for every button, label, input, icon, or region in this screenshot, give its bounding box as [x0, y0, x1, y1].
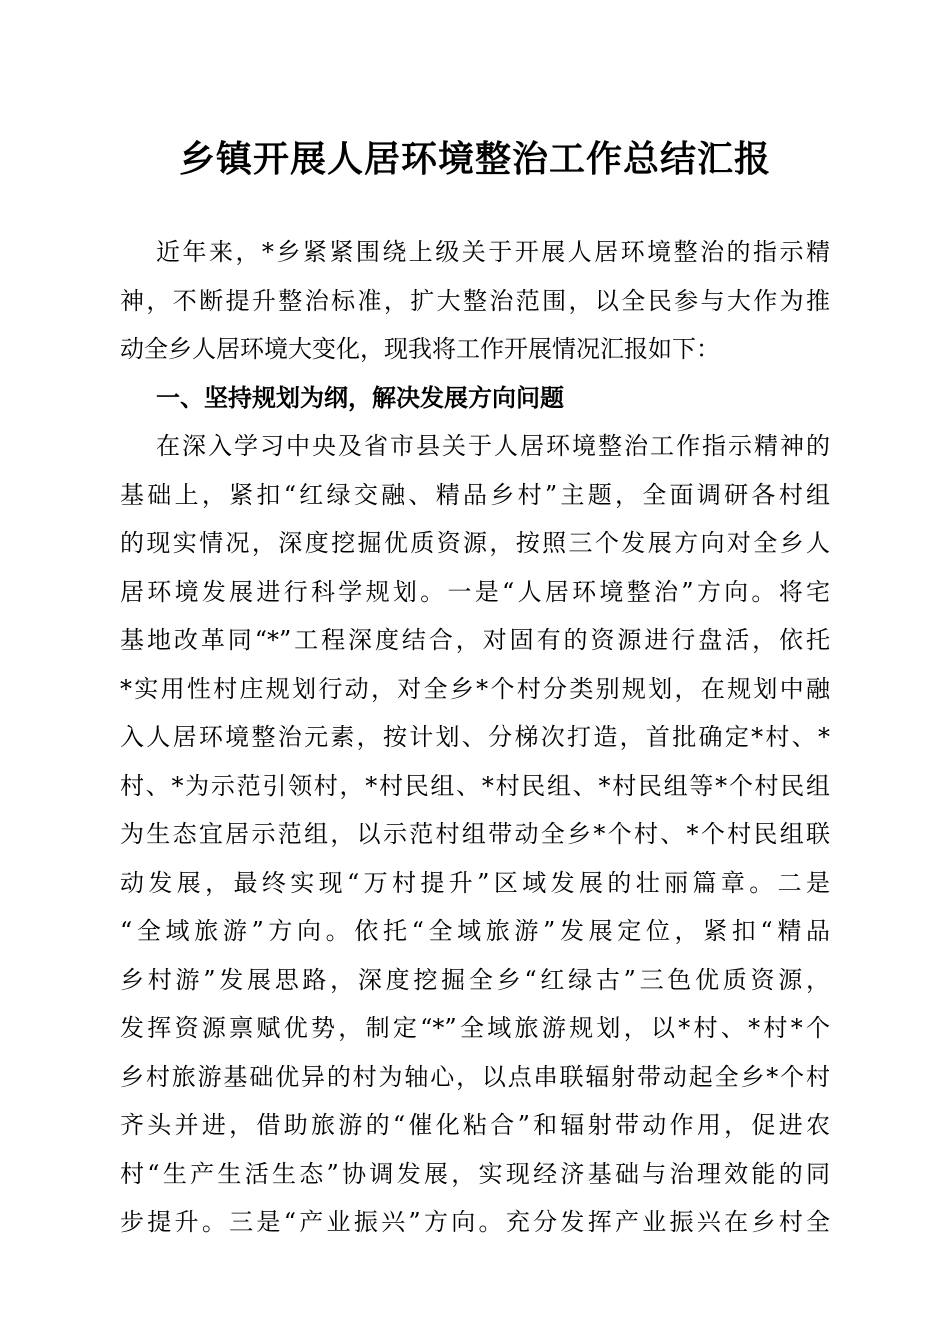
document-title: 乡镇开展人居环境整治工作总结汇报	[178, 139, 771, 180]
paragraph-line: 乡村游”发展思路，深度挖掘全乡“红绿古”三色优质资源，	[120, 965, 830, 994]
paragraph-line: 在深入学习中央及省市县关于人居环境整治工作指示精神的	[156, 432, 830, 460]
paragraph-line: 村“生产生活生态”协调发展，实现经济基础与治理效能的同	[120, 1159, 830, 1188]
paragraph-line: “全域旅游”方向。依托“全域旅游”发展定位，紧扣“精品	[120, 917, 830, 945]
section-heading: 一、坚持规划为纲，解决发展方向问题	[156, 383, 564, 412]
paragraph-line: 步提升。三是“产业振兴”方向。充分发挥产业振兴在乡村全	[120, 1208, 830, 1236]
paragraph-line: 齐头并进，借助旅游的“催化粘合”和辐射带动作用，促进农	[120, 1111, 830, 1139]
paragraph-line: 居环境发展进行科学规划。一是“人居环境整治”方向。将宅	[120, 577, 830, 606]
paragraph-line: 发挥资源禀赋优势，制定“*”全域旅游规划，以*村、*村*个	[120, 1014, 830, 1042]
paragraph-line: 为生态宜居示范组，以示范村组带动全乡*个村、*个村民组联	[120, 820, 830, 848]
intro-line: 动全乡人居环境大变化，现我将工作开展情况汇报如下：	[120, 335, 720, 363]
paragraph-line: 乡村旅游基础优异的村为轴心，以点串联辐射带动起全乡*个村	[120, 1062, 830, 1091]
paragraph-line: 基础上，紧扣“红绿交融、精品乡村”主题，全面调研各村组	[120, 480, 830, 509]
intro-line: 神，不断提升整治标准，扩大整治范围，以全民参与大作为推	[120, 286, 830, 315]
paragraph-line: 的现实情况，深度挖掘优质资源，按照三个发展方向对全乡人	[120, 529, 830, 557]
paragraph-line: 村、*为示范引领村，*村民组、*村民组、*村民组等*个村民组	[120, 771, 830, 800]
document-body	[120, 228, 830, 1247]
paragraph-line: 入人居环境整治元素，按计划、分梯次打造，首批确定*村、*	[120, 723, 830, 751]
paragraph-line: 基地改革同“*”工程深度结合，对固有的资源进行盘活，依托	[120, 626, 830, 654]
paragraph-line: 动发展，最终实现“万村提升”区域发展的壮丽篇章。二是	[120, 868, 830, 897]
paragraph-line: *实用性村庄规划行动，对全乡*个村分类别规划，在规划中融	[120, 674, 830, 703]
intro-line: 近年来，*乡紧紧围绕上级关于开展人居环境整治的指示精	[156, 238, 830, 266]
